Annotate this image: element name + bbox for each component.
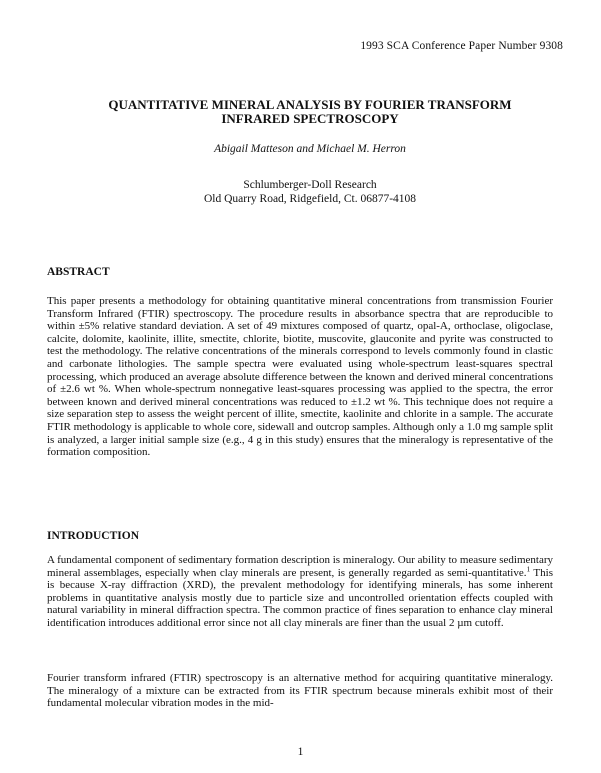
intro-p1-text-b: This is because X-ray diffraction (XRD), the prevalent methodology for identifying minerals, has some inherent problems in quantitative analysis mostly due to particle size and uncontrolled orientation effects coupled with natural variability in mineral diffraction spectra. The common practice of fines separation to enhance clay mineral identification introduces additional error since not all clay minerals are finer than the usual 2 µm cutoff. xyxy=(47,566,553,629)
authors: Abigail Matteson and Michael M. Herron xyxy=(214,143,406,155)
abstract-heading: ABSTRACT xyxy=(47,266,110,278)
abstract-body: This paper presents a methodology for obtaining quantitative mineral concentrations from transmission Fourier Transform Infrared (FTIR) spectroscopy. The procedure results in absorbance spectra that are reproducible to within ±5% relative standard deviation. A set of 49 mixtures composed of quartz, opal-A, orthoclase, oligoclase, calcite, dolomite, kaolinite, illite, smectite, chlorite, biotite, muscovite, glauconite and pyrite was constructed to test the methodology. The relative concentrations of the minerals correspond to levels commonly found in clastic and carbonate lithologies. The sample spectra were evaluated using whole-spectrum least-squares spectral processing, which produced an average absolute difference between the known and derived mineral concentrations of ±2.6 wt %. When whole-spectrum nonnegative least-squares processing was applied to the spectra, the error between known and derived mineral concentrations was reduced to ±1.2 wt %. This technique does not require a size separation step to assess the weight percent of illite, smectite, kaolinite and chlorite in a sample. The accurate FTIR methodology is applicable to whole core, sidewall and outcrop samples. Although only a 1.0 mg sample split is analyzed, a larger initial sample size (e.g., 4 g in this study) ensures that the mineralogy is representative of the formation composition. xyxy=(47,295,553,459)
title-line-1: QUANTITATIVE MINERAL ANALYSIS BY FOURIER TRANSFORM xyxy=(108,97,512,112)
intro-p1-text-a: A fundamental component of sedimentary formation description is mineralogy. Our ability to measure sedimentary mineral assemblages, especially when clay minerals are present, is generally regarded as semi-quantitative. xyxy=(47,554,553,579)
conference-reference: 1993 SCA Conference Paper Number 9308 xyxy=(360,40,563,52)
affiliation-address: Old Quarry Road, Ridgefield, Ct. 06877-4108 xyxy=(203,193,417,205)
introduction-paragraph-2: Fourier transform infrared (FTIR) spectroscopy is an alternative method for acquiring quantitative mineralogy. The mineralogy of a mixture can be extracted from its FTIR spectrum because minerals exhibit most of their fundamental molecular vibration modes in the mid- xyxy=(47,672,553,710)
introduction-paragraph-1 xyxy=(47,554,553,630)
page-number: 1 xyxy=(297,746,304,758)
affiliation-org: Schlumberger-Doll Research xyxy=(243,179,377,191)
paper-title xyxy=(40,98,580,126)
introduction-heading: INTRODUCTION xyxy=(47,530,140,542)
footnote-ref: 1 xyxy=(526,563,531,573)
title-line-2: INFRARED SPECTROSCOPY xyxy=(221,111,399,126)
affiliation xyxy=(40,178,580,206)
